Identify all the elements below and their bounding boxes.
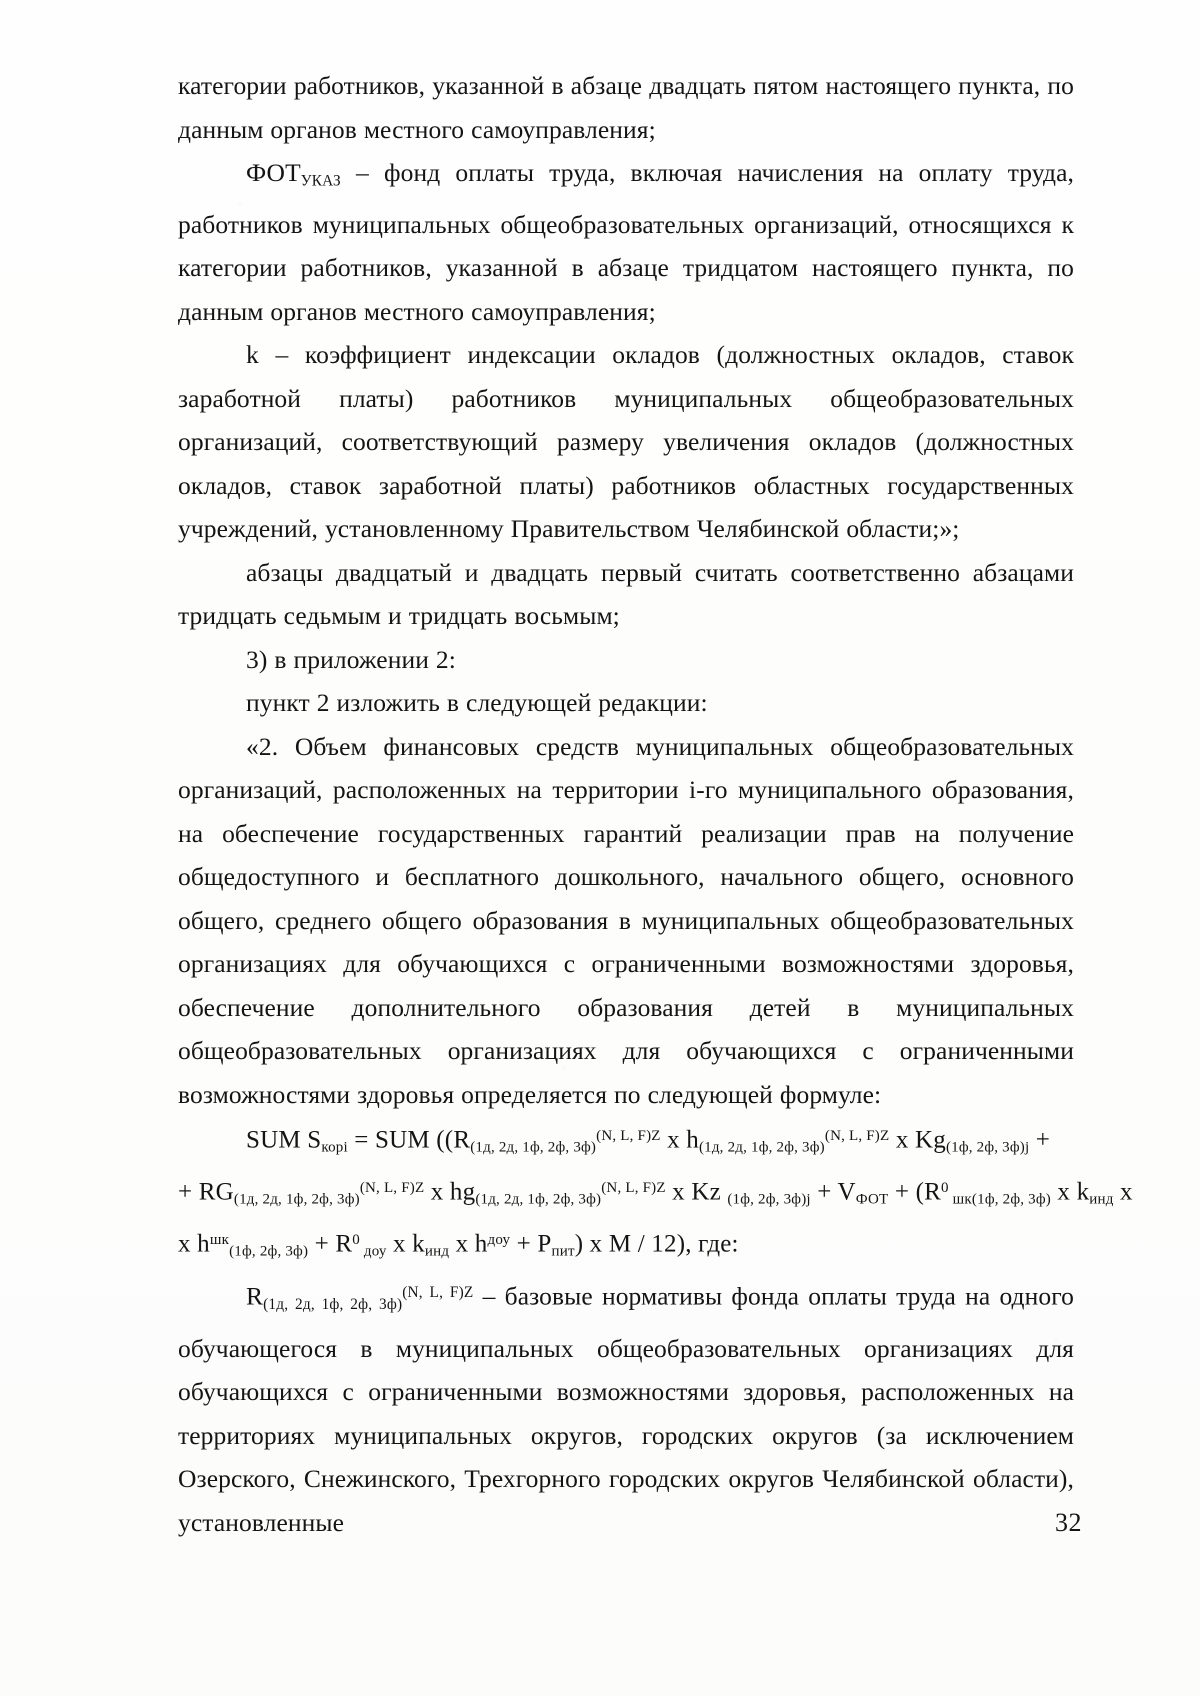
document-body (178, 64, 1133, 1544)
formula-line-1-text-10: + (1029, 1126, 1051, 1154)
formula-line-2-text-6: x Kz (665, 1178, 728, 1206)
formula-line-1-sub-1: корi (321, 1139, 348, 1156)
paragraph-fot-ukaz-tail: категории работников, указанной в абзаце двадцать пятом настоящего пункта, по данным органов местного самоуправления; (178, 71, 1074, 144)
page-number: 32 (1055, 1508, 1082, 1537)
paragraph-abzacy: абзацы двадцатый и двадцать первый считать соответственно абзацами тридцать седьмым и тридцать восьмым; (178, 557, 1074, 631)
formula-line-3-sub-5: доу (359, 1243, 387, 1260)
formula-line-2-sub-12: шк(1ф, 2ф, 3ф) (948, 1191, 1051, 1208)
paragraph-obem-sredstv: «2. Объем финансовых средств муниципальных общеобразовательных организаций, расположенных на территории i-го муниципального образования, на обеспечение государственных гарантий реализации прав на получение общедоступного и бесплатного дошкольного, начального общего, основного общего, среднего общего образования в муниципальных общеобразовательных организациях для обучающихся с ограниченными возможностями здоровья, обеспечение дополнительного образования детей в муниципальных общеобразовательных организациях для обучающихся с ограниченными возможностями здоровья определяется по следующей формуле: (178, 731, 1074, 1109)
paragraph-prilozhenie-2: 3) в приложении 2: (246, 644, 456, 674)
formula-line-3-sub-11: пит (551, 1243, 575, 1260)
paragraph-punkt-2: пункт 2 изложить в следующей редакции: (246, 688, 708, 718)
formula-line-3-text-6: x k (386, 1230, 425, 1258)
term-fot-subscript: УКАЗ (300, 172, 341, 190)
formula-line-2-sub-4: (1д, 2д, 1ф, 2ф, 3ф) (475, 1191, 602, 1208)
formula-line-1-text-0: SUM S (246, 1126, 322, 1154)
formula-line-3-text-8: x h (449, 1230, 488, 1258)
formula-line-3-sup-9: доу (487, 1231, 511, 1248)
formula-line-1 (178, 1116, 1074, 1168)
formula-line-2-text-8: + V (810, 1178, 856, 1206)
formula-line-2-sup-11: 0 (941, 1179, 949, 1196)
formula-line-2-text-0: + RG (178, 1178, 234, 1206)
term-fot: ФОТ (246, 158, 301, 187)
formula-sum-skopi (178, 1116, 1133, 1271)
symbol-r-subscript: (1д, 2д, 1ф, 2ф, 3ф) (263, 1296, 403, 1314)
symbol-r: R (246, 1281, 264, 1311)
formula-line-3-sup-1: шк (209, 1231, 230, 1248)
formula-line-3-sub-2: (1ф, 2ф, 3ф) (229, 1243, 309, 1260)
symbol-r-superscript: (N, L, F)Z (402, 1284, 474, 1302)
formula-line-2-sub-14: инд (1089, 1191, 1114, 1208)
formula-line-1-sup-4: (N, L, F)Z (596, 1128, 661, 1145)
formula-line-2 (178, 1168, 1133, 1220)
paragraph-r-definition (178, 1271, 1074, 1544)
formula-line-2-sub-7: (1ф, 2ф, 3ф)j (727, 1191, 811, 1208)
formula-line-2-sup-5: (N, L, F)Z (601, 1179, 666, 1196)
formula-line-1-sub-3: (1д, 2д, 1ф, 2ф, 3ф) (470, 1139, 597, 1156)
formula-line-2-sup-2: (N, L, F)Z (359, 1179, 425, 1196)
formula-line-3-sub-7: инд (424, 1243, 450, 1260)
formula-line-2-text-13: x k (1050, 1178, 1090, 1206)
paragraph-fot-ukaz-text: – фонд оплаты труда, включая начисления на оплату труда, работников муниципальных общеобразовательных организаций, относящихся к категории работников, указанной в абзаце тридцатом настоящего пункта, по данным органов местного самоуправления; (178, 158, 1074, 326)
formula-line-3-text-0: x h (178, 1230, 210, 1258)
paragraph-r-definition-text: – базовые нормативы фонда оплаты труда на одного обучающегося в муниципальных общеобразовательных организациях для обучающихся с ограниченными возможностями здоровья, расположенных на территориях муниципальных округов, городских округов (за исключением Озерского, Снежинского, Трехгорного городских округов Челябинской области), установленные (178, 1281, 1074, 1537)
paragraph-k-coefficient: k – коэффициент индексации окладов (должностных окладов, ставок заработной платы) работников муниципальных общеобразовательных организаций, соответствующий размеру увеличения окладов (должностных окладов, ставок заработной платы) работников областных государственных учреждений, установленному Правительством Челябинской области;»; (178, 340, 1074, 544)
formula-line-2-sub-9: ФОТ (855, 1191, 889, 1208)
formula-line-3-sup-4: 0 (352, 1231, 360, 1248)
formula-line-2-text-3: x hg (424, 1178, 476, 1206)
formula-line-2-text-10: + (R (888, 1178, 942, 1206)
paragraph-fot-ukaz (178, 151, 1074, 333)
formula-line-1-text-8: x Kg (889, 1126, 946, 1154)
formula-line-3-text-10: + P (510, 1230, 552, 1258)
formula-line-2-sub-1: (1д, 2д, 1ф, 2ф, 3ф) (233, 1191, 360, 1208)
formula-line-3-text-3: + R (308, 1230, 353, 1258)
formula-line-1-text-2: = SUM ((R (347, 1126, 471, 1154)
formula-line-1-sub-9: (1ф, 2ф, 3ф)j (945, 1139, 1030, 1156)
formula-line-1-text-5: x h (660, 1126, 699, 1154)
formula-line-1-sub-6: (1д, 2д, 1ф, 2ф, 3ф) (698, 1139, 825, 1156)
formula-line-2-text-15: x (1113, 1178, 1133, 1206)
formula-line-1-sup-7: (N, L, F)Z (824, 1128, 890, 1145)
formula-line-3 (178, 1220, 1074, 1272)
formula-line-3-text-12: ) x M / 12), где: (574, 1230, 739, 1258)
